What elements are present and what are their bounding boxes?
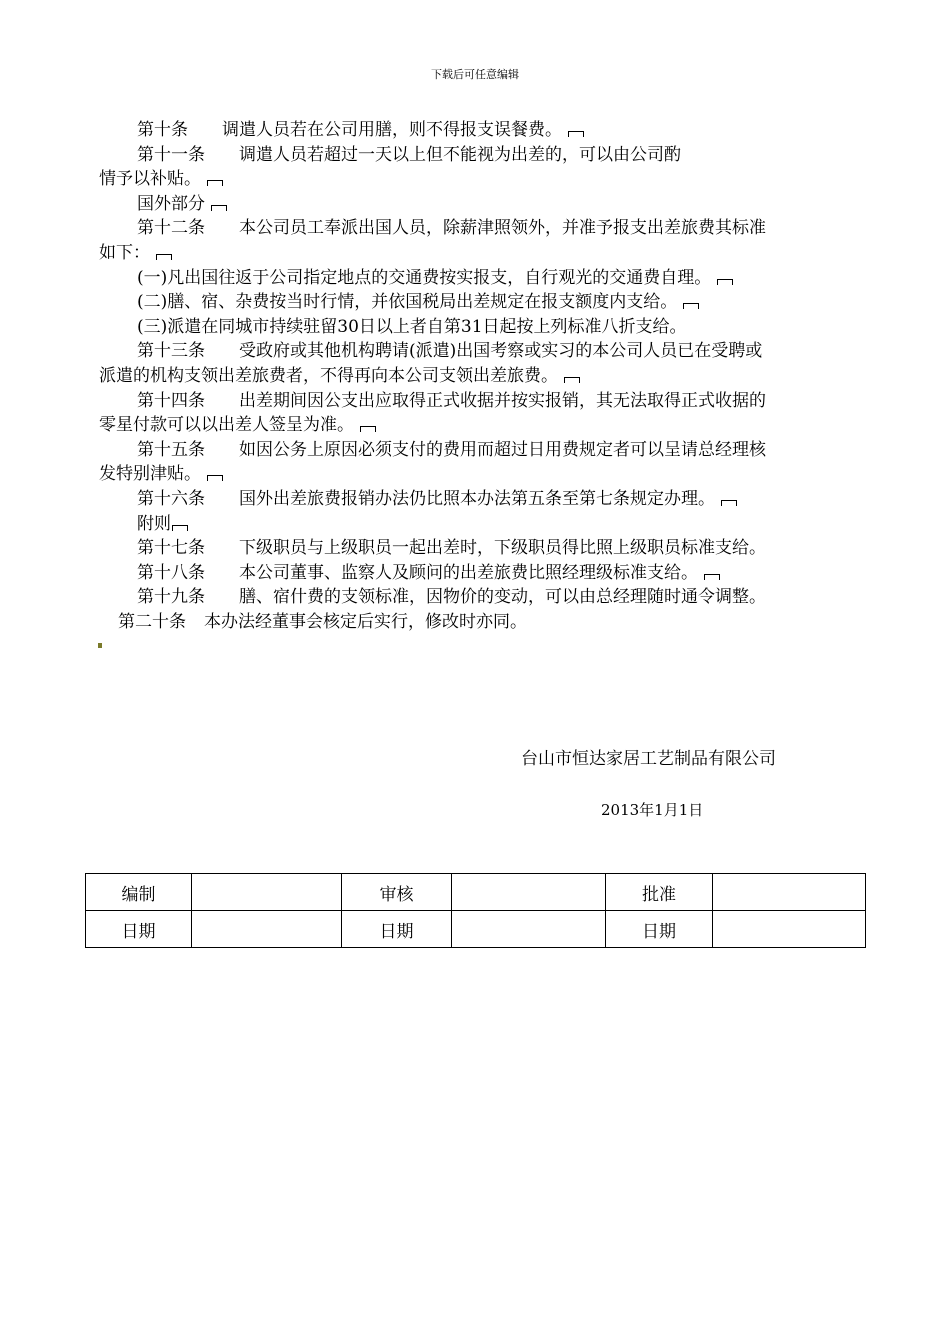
paragraph-mark-icon — [207, 475, 223, 481]
article-label: 第十六条 — [137, 488, 205, 509]
reviewed-field[interactable] — [452, 874, 606, 911]
article-label: 第十条 — [137, 120, 188, 140]
paragraph-mark-icon — [683, 303, 699, 309]
paragraph-mark-icon — [568, 131, 584, 137]
item-3 — [99, 315, 859, 340]
article-15 — [99, 438, 859, 463]
article-14-cont — [99, 413, 859, 438]
item-2 — [99, 290, 859, 315]
date-field[interactable] — [713, 911, 866, 948]
item-1 — [99, 266, 859, 291]
article-text: 零星付款可以以出差人签呈为准。 — [99, 415, 354, 436]
paragraph-mark-icon — [207, 180, 223, 186]
article-text: 国外出差旅费报销办法仍比照本办法第五条至第七条规定办理。 — [239, 488, 715, 509]
section-heading-foreign — [99, 192, 859, 217]
paragraph-mark-icon — [721, 500, 737, 506]
paragraph-mark-icon — [564, 377, 580, 383]
article-text: 如下： — [99, 242, 150, 263]
article-label: 第十二条 — [137, 218, 205, 239]
article-15-cont — [99, 462, 859, 487]
article-text: 本公司董事、监察人及顾问的出差旅费比照经理级标准支给。 — [239, 562, 698, 583]
article-text: 发特别津贴。 — [99, 464, 201, 485]
date-label: 日期 — [86, 911, 192, 948]
article-label: 第十三条 — [137, 341, 205, 362]
article-text: 派遣的机构支领出差旅费者，不得再向本公司支领出差旅费。 — [99, 365, 558, 386]
article-text: 本办法经董事会核定后实行，修改时亦同。 — [204, 611, 527, 632]
article-19 — [99, 585, 859, 610]
prepared-field[interactable] — [192, 874, 342, 911]
article-14 — [99, 389, 859, 414]
section-heading: 附则 — [137, 513, 171, 534]
article-label: 第十七条 — [137, 538, 205, 559]
article-12 — [99, 216, 859, 241]
page-header: 下载后可任意编辑 — [431, 68, 519, 81]
article-20 — [99, 610, 859, 635]
item-text: (二)膳、宿、杂费按当时行情，并依国税局出差规定在报支额度内支给。 — [137, 292, 678, 313]
paragraph-mark-icon — [172, 525, 188, 531]
paragraph-mark-icon — [704, 574, 720, 580]
article-label: 第十九条 — [137, 587, 205, 608]
article-10 — [99, 118, 859, 143]
article-label: 第十八条 — [137, 562, 205, 583]
article-text: 下级职员与上级职员一起出差时，下级职员得比照上级职员标准支给。 — [239, 538, 766, 559]
article-text: 调遣人员若超过一天以上但不能视为出差的，可以由公司酌 — [239, 144, 681, 165]
article-13-cont — [99, 364, 859, 389]
date-field[interactable] — [192, 911, 342, 948]
article-13 — [99, 339, 859, 364]
article-17 — [99, 536, 859, 561]
paragraph-mark-icon — [156, 254, 172, 260]
date-field[interactable] — [452, 911, 606, 948]
reviewed-label: 审核 — [342, 874, 452, 911]
paragraph-mark-icon — [360, 426, 376, 432]
paragraph-mark-icon — [211, 205, 227, 211]
article-12-cont — [99, 241, 859, 266]
article-18 — [99, 561, 859, 586]
signature-table — [85, 873, 866, 948]
article-label: 第十五条 — [137, 439, 205, 460]
date-label: 日期 — [606, 911, 713, 948]
article-text: 本公司员工奉派出国人员，除薪津照领外，并准予报支出差旅费其标准 — [239, 218, 766, 239]
article-text: 调遣人员若在公司用膳，则不得报支误餐费。 — [222, 120, 562, 140]
section-heading: 国外部分 — [137, 193, 205, 214]
table-row — [86, 911, 866, 948]
item-text: (三)派遣在同城市持续驻留30日以上者自第31日起按上列标准八折支给。 — [137, 316, 687, 337]
company-name: 台山市恒达家居工艺制品有限公司 — [521, 749, 776, 769]
article-11 — [99, 143, 859, 168]
approved-field[interactable] — [713, 874, 866, 911]
article-text: 情予以补贴。 — [99, 169, 201, 190]
article-text: 膳、宿什费的支领标准，因物价的变动，可以由总经理随时通令调整。 — [239, 587, 766, 608]
article-text: 受政府或其他机构聘请(派遣)出国考察或实习的本公司人员已在受聘或 — [239, 341, 763, 362]
approved-label: 批准 — [606, 874, 713, 911]
article-text: 出差期间因公支出应取得正式收据并按实报销，其无法取得正式收据的 — [239, 390, 766, 411]
table-row — [86, 874, 866, 911]
article-label: 第十四条 — [137, 390, 205, 411]
prepared-label: 编制 — [86, 874, 192, 911]
article-label: 第二十条 — [118, 611, 186, 632]
paragraph-mark-icon — [717, 279, 733, 285]
document-body — [99, 118, 859, 634]
item-text: (一)凡出国往返于公司指定地点的交通费按实报支，自行观光的交通费自理。 — [137, 267, 712, 288]
date-label: 日期 — [342, 911, 452, 948]
article-16 — [99, 487, 859, 512]
section-heading-appendix — [99, 512, 859, 537]
article-11-cont — [99, 167, 859, 192]
article-text: 如因公务上原因必须支付的费用而超过日用费规定者可以呈请总经理核 — [239, 439, 766, 460]
anchor-marker-icon — [98, 643, 102, 648]
document-date: 2013年1月1日 — [601, 801, 704, 819]
article-label: 第十一条 — [137, 144, 205, 165]
